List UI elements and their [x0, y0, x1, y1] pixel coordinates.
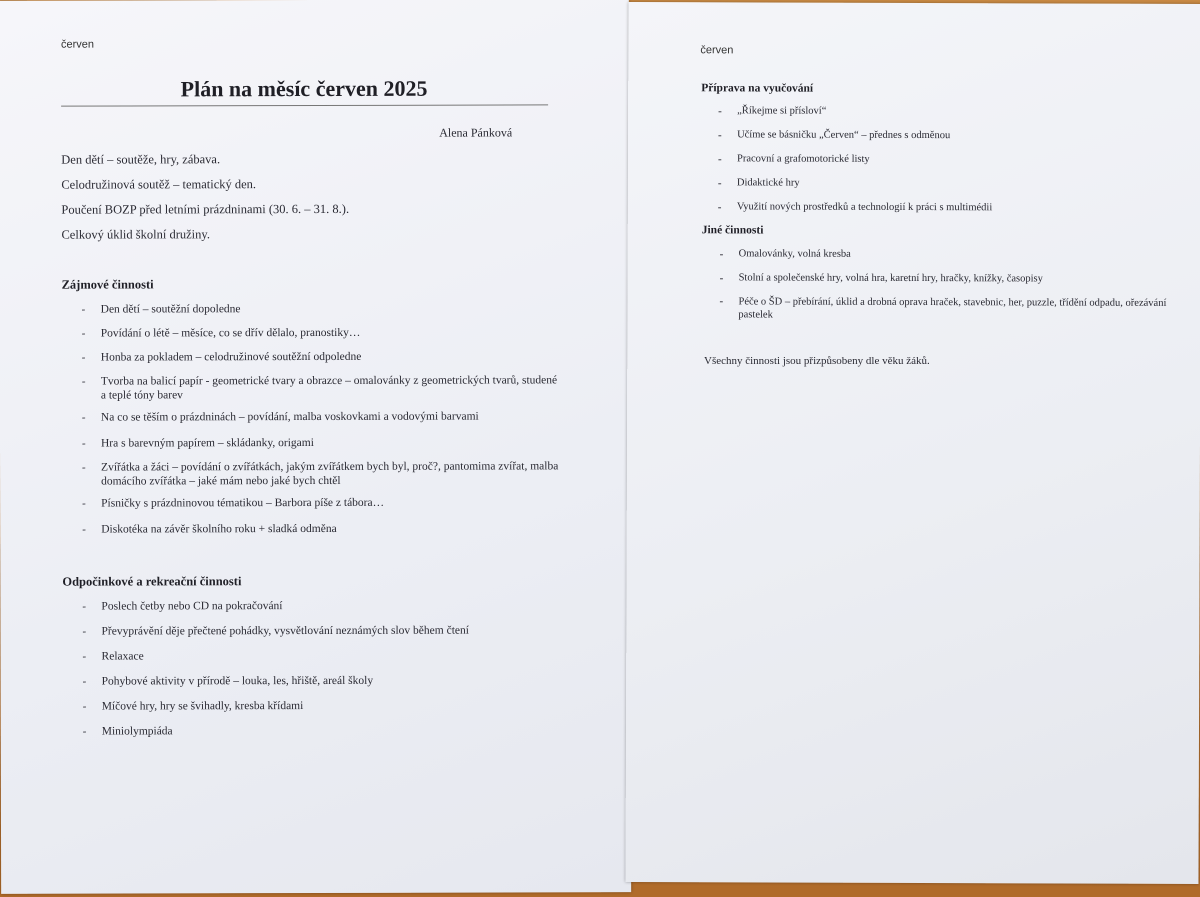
list-item: - Omalovánky, volná kresba: [719, 248, 851, 261]
list-item: - Povídání o létě – měsíce, co se dřív dělalo, pranostiky…: [81, 326, 361, 340]
bullet-dash: -: [82, 461, 86, 474]
bullet-dash: -: [82, 523, 86, 536]
bullet-dash: -: [82, 650, 87, 663]
list-item: - Učíme se básničku „Červen“ – přednes s odměnou: [718, 129, 951, 142]
author-name: Alena Pánková: [439, 125, 513, 140]
bullet-dash: -: [81, 351, 86, 364]
list-item: - Relaxace: [82, 650, 144, 663]
document-title: Plán na měsíc červen 2025: [180, 75, 428, 102]
list-item: - Zvířátka a žáci – povídání o zvířátkách, jakým zvířátkem bych byl, proč?, pantomima zvířat, malba domácího zvířátka – jaké mám nebo jaké bych chtěl: [82, 460, 559, 488]
bullet-dash: -: [717, 153, 722, 166]
rest-activities-list: [82, 598, 562, 749]
lesson-prep-heading: Příprava na vyučování: [701, 82, 814, 95]
list-item: - Hra s barevným papírem – skládanky, origami: [81, 437, 314, 450]
list-item: - Využití nových prostředků a technologií k práci s multimédii: [717, 201, 993, 214]
other-activities-list: [719, 247, 1189, 327]
list-item: - Poslech četby nebo CD na pokračování: [82, 600, 283, 613]
title-divider: [61, 104, 548, 106]
intro-line: Den dětí – soutěže, hry, zábava.: [61, 152, 221, 167]
list-item: - Na co se těším o prázdninách – povídání, malba voskovkami a vodovými barvami: [81, 410, 479, 424]
bullet-dash: -: [82, 675, 87, 688]
list-item: - Honba za pokladem – celodružinové soutěžní odpoledne: [81, 350, 362, 364]
intro-line: Poučení BOZP před letními prázdninami (30. 6. – 31. 8.).: [61, 201, 350, 217]
bullet-dash: -: [717, 201, 722, 214]
list-item: - Písničky s prázdninovou tématikou – Barbora píše z tábora…: [82, 496, 385, 510]
bullet-dash: -: [719, 272, 724, 285]
list-item: - Převyprávění děje přečtené pohádky, vysvětlování neznámých slov během čtení: [82, 624, 469, 638]
left-page-header: červen: [60, 38, 94, 51]
right-page: [625, 2, 1200, 884]
list-item: - Diskotéka na závěr školního roku + sladká odměna: [82, 522, 337, 536]
intro-line: Celkový úklid školní družiny.: [61, 227, 210, 242]
list-item: - Míčové hry, hry se švihadly, kresba křídami: [82, 700, 304, 713]
lesson-prep-list: [718, 104, 1178, 226]
list-item: - „Říkejme si přísloví“: [718, 105, 827, 118]
bullet-dash: -: [718, 129, 722, 142]
interest-activities-heading: Zájmové činnosti: [61, 277, 154, 292]
bullet-dash: -: [82, 600, 87, 613]
list-item: - Stolní a společenské hry, volná hra, karetní hry, hračky, knížky, časopisy: [719, 272, 1043, 285]
bullet-dash: -: [82, 700, 87, 713]
bullet-dash: -: [719, 248, 724, 261]
bullet-dash: -: [82, 625, 87, 638]
right-page-header: červen: [700, 44, 734, 57]
intro-line: Celodružinová soutěž – tematický den.: [61, 177, 257, 192]
interest-activities-list: [82, 301, 563, 546]
list-item: - Pracovní a grafomotorické listy: [717, 153, 870, 166]
bullet-dash: -: [81, 327, 86, 340]
list-item: - Den dětí – soutěžní dopoledne: [81, 303, 241, 316]
bullet-dash: -: [718, 105, 722, 118]
list-item: - Tvorba na balicí papír - geometrické tvary a obrazce – omalovánky z geometrických tvarů, studené a teplé tóny barev: [81, 374, 558, 402]
list-item: - Péče o ŠD – přebírání, úklid a drobná oprava hraček, stavebnic, her, puzzle, třídění odpadu, ořezávání pastelek: [719, 295, 1167, 321]
bullet-dash: -: [82, 725, 87, 738]
list-item: - Miniolympiáda: [82, 725, 173, 738]
bullet-dash: -: [82, 497, 86, 510]
bullet-dash: -: [719, 295, 724, 308]
rest-activities-heading: Odpočinkové a rekreační činnosti: [62, 574, 242, 589]
intro-lines: [61, 150, 561, 251]
bullet-dash: -: [81, 303, 86, 316]
closing-note: Všechny činnosti jsou přizpůsobeny dle věku žáků.: [704, 355, 930, 367]
bullet-dash: -: [81, 437, 86, 450]
bullet-dash: -: [81, 411, 86, 424]
list-item: - Pohybové aktivity v přírodě – louka, les, hřiště, areál školy: [82, 674, 374, 688]
list-item: - Didaktické hry: [717, 177, 800, 190]
bullet-dash: -: [717, 177, 722, 190]
other-activities-heading: Jiné činnosti: [701, 224, 764, 237]
bullet-dash: -: [81, 375, 86, 388]
